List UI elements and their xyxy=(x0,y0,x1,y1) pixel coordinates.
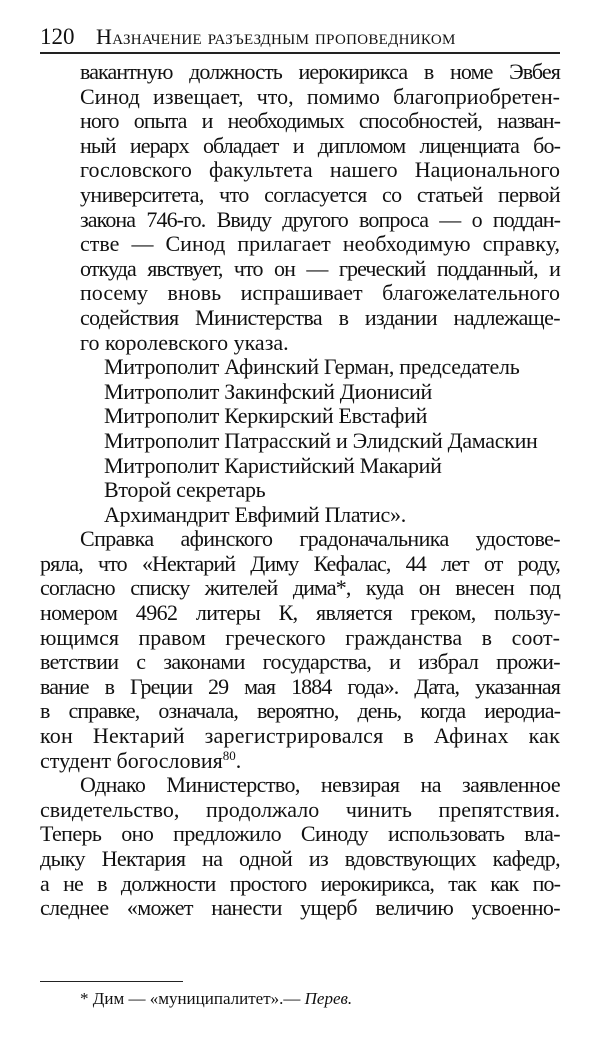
footnote-marker: * xyxy=(80,989,89,1008)
text-line: ного опыта и необходимых способностей, назван- xyxy=(80,108,560,134)
text-line: стве — Синод прилагает необходимую справку, xyxy=(80,231,560,257)
text-line: ющимся правом греческого гражданства в соот- xyxy=(40,624,560,650)
text-line: закона 746-го. Ввиду другого вопроса — о поддан- xyxy=(80,206,560,232)
text-line: университета, что согласуется со статьей первой xyxy=(80,181,560,207)
text-line: вание в Греции 29 мая 1884 года». Дата, указанная xyxy=(40,673,560,699)
paragraph xyxy=(40,527,560,773)
signature-line: Митрополит Каристийский Макарий xyxy=(104,452,442,478)
signature-line: Митрополит Керкирский Евстафий xyxy=(104,403,428,429)
text-line: го королевского указа. xyxy=(80,329,289,355)
text-line: ветствии с законами государства, и избрал прожи- xyxy=(40,649,560,675)
text-line: следнее «может нанести ущерб величию усвоенно- xyxy=(40,895,560,921)
text-fragment: студент богословия xyxy=(40,747,223,773)
text-fragment: . xyxy=(235,747,242,773)
text-line xyxy=(40,749,560,774)
text-line: вакантную должность иерокирикса в номе Эвбея xyxy=(80,59,560,84)
text-line: ный иерарх обладает и дипломом лиценциата бо- xyxy=(80,132,560,158)
text-line: посему вновь испрашивает благожелательного xyxy=(80,280,560,306)
text-line: Справка афинского градоначальника удостове- xyxy=(80,526,560,552)
footnote xyxy=(80,988,352,1010)
quoted-letter xyxy=(40,60,560,355)
signature-line: Митрополит Патрасский и Элидский Дамаскин xyxy=(104,427,538,453)
endnote-ref[interactable]: 80 xyxy=(222,747,236,763)
text-line: номером 4962 литеры К, является греком, пользу- xyxy=(40,600,560,626)
signature-block xyxy=(40,355,560,527)
text-line: а не в должности простого иерокирикса, так как по- xyxy=(40,870,560,896)
text-line: ряла, что «Нектарий Диму Кефалас, 44 лет от роду, xyxy=(40,550,560,576)
text-line: в справке, означала, вероятно, день, когда иеродиа- xyxy=(40,698,560,724)
signature-line: Архимандрит Евфимий Платис». xyxy=(104,501,406,527)
text-line: Однако Министерство, невзирая на заявленное xyxy=(80,772,560,798)
text-line: откуда явствует, что он — греческий подданный, и xyxy=(80,255,560,281)
text-line: дыку Нектария на одной из вдовствующих кафедр, xyxy=(40,846,560,871)
running-title: Назначение разъездным проповедником xyxy=(96,24,456,49)
paragraph xyxy=(40,773,560,921)
page-number: 120 xyxy=(40,24,75,49)
footnote-divider xyxy=(40,981,183,982)
text-line: Синод извещает, что, помимо благоприобретен- xyxy=(80,83,560,109)
text-line: кон Нектарий зарегистрировался в Афинах как xyxy=(40,723,560,749)
translator-note: Перев. xyxy=(304,989,353,1008)
signature-line: Митрополит Закинфский Дионисий xyxy=(104,378,432,404)
text-line: гословского факультета нашего Национального xyxy=(80,157,560,183)
text-line: содействия Министерства в издании надлежаще- xyxy=(80,304,560,330)
footnote-text: Дим — «муниципалитет».— xyxy=(92,989,301,1008)
signature-line: Второй секретарь xyxy=(104,477,266,503)
running-head xyxy=(40,24,560,54)
text-line: Теперь оно предложило Синоду использовать вла- xyxy=(40,821,560,847)
text-line: свидетельство, продолжало чинить препятствия. xyxy=(40,796,560,822)
body-text xyxy=(40,60,560,921)
signature-line: Митрополит Афинский Герман, председатель xyxy=(104,354,520,380)
text-line: согласно списку жителей дима*, куда он внесен под xyxy=(40,575,560,601)
